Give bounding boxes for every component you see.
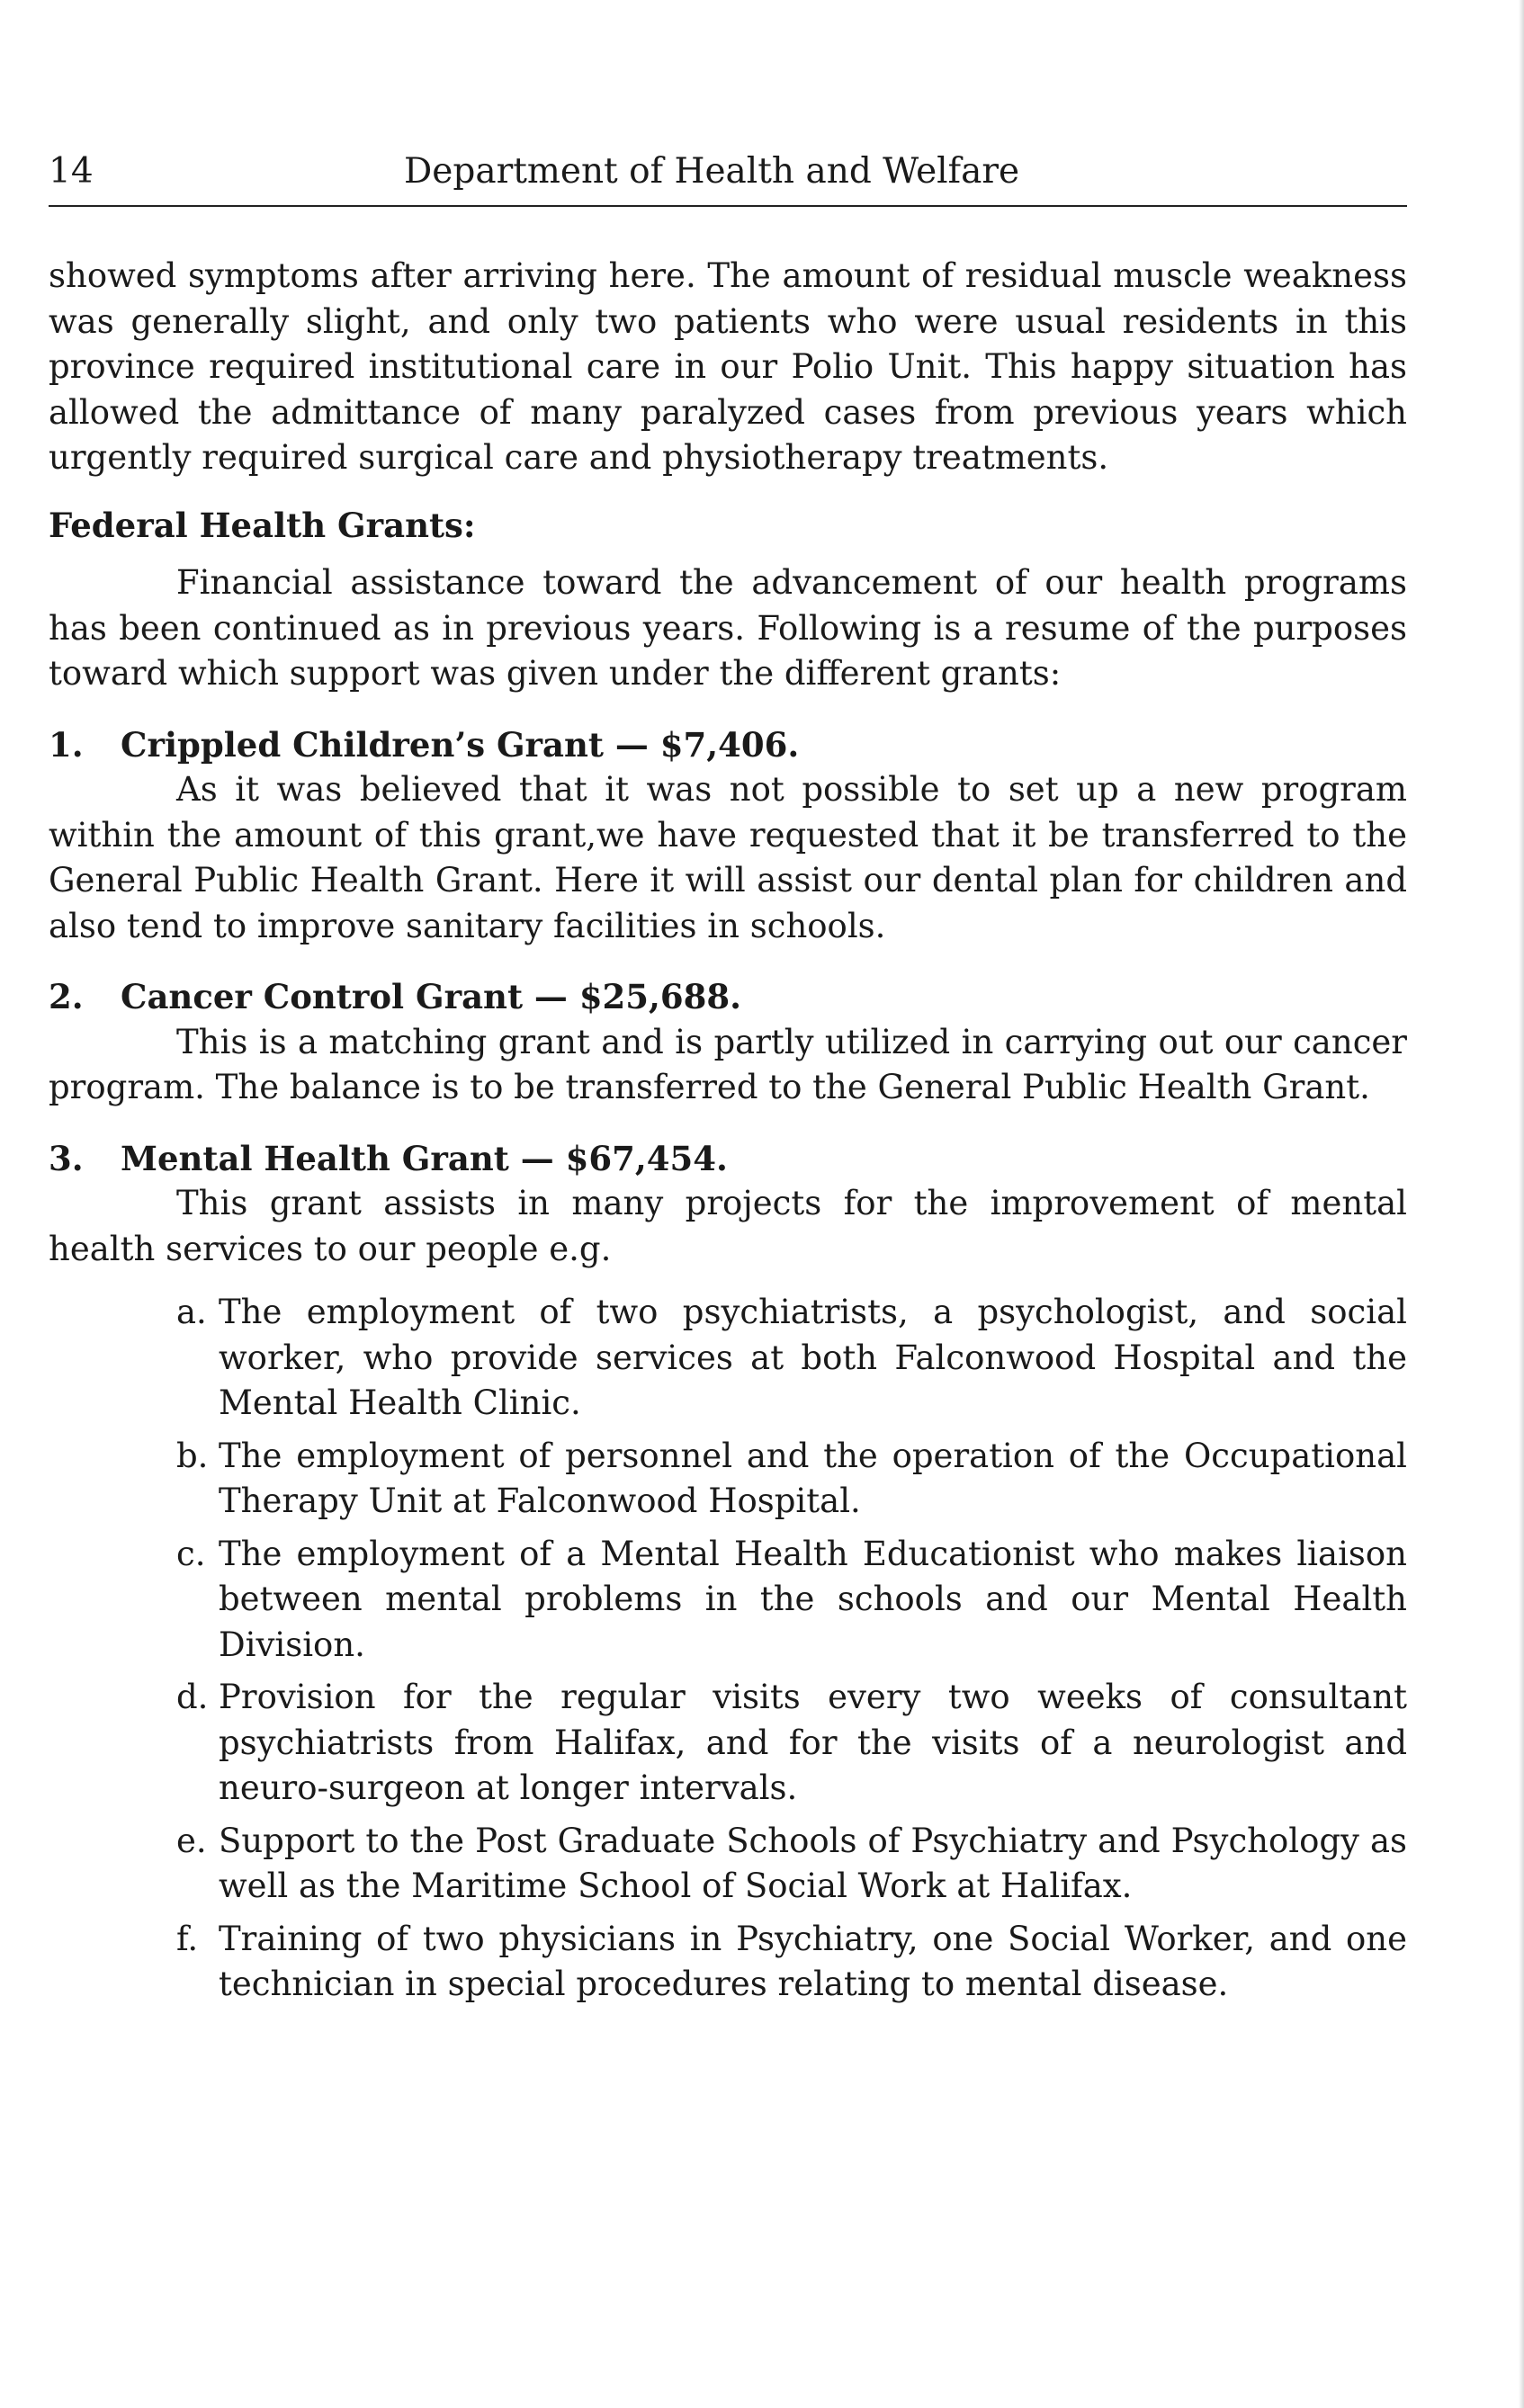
grant-title: Mental Health Grant — $67,454.	[121, 1138, 728, 1178]
intro-paragraph: showed symptoms after arriving here. The amount of residual muscle weakness was generally slight, and only two patients who were usual residents in this province required institutional care in our Polio Unit. This happy situation has allowed the admittance of many paralyzed cases from previous years which urgently required surgical care and physiotherapy treatments.	[49, 256, 1407, 477]
list-item	[176, 1819, 1407, 1910]
list-item-text: Support to the Post Graduate Schools of Psychiatry and Psychology as well as the Maritime School of Social Work at Halifax.	[219, 1821, 1407, 1905]
list-marker: b.	[176, 1436, 209, 1475]
page-edge-shadow	[1519, 0, 1524, 2408]
running-title: Department of Health and Welfare	[404, 151, 1020, 192]
list-item-text: The employment of two psychiatrists, a psychologist, and social worker, who provide services at both Falconwood Hospital and the Mental Health Clinic.	[219, 1293, 1407, 1422]
grant-paragraph-mental-health: This grant assists in many projects for the improvement of mental health services to our people e.g.	[49, 1184, 1407, 1268]
grant-number: 3.	[49, 1138, 84, 1178]
mental-health-list	[49, 1290, 1407, 2008]
grant-number: 2.	[49, 977, 84, 1016]
grant-heading-crippled-children	[49, 722, 1407, 768]
grant-heading-mental-health	[49, 1136, 1407, 1182]
list-item-text: The employment of a Mental Health Educationist who makes liaison between mental problems in the schools and our Mental Health Division.	[219, 1534, 1407, 1664]
list-marker: e.	[176, 1821, 207, 1860]
list-marker: d.	[176, 1678, 209, 1716]
list-item-text: Provision for the regular visits every two weeks of consultant psychiatrists from Halifax, and for the visits of a neurologist and neuro-surgeon at longer intervals.	[219, 1678, 1407, 1807]
section-heading-federal-health-grants: Federal Health Grants:	[49, 505, 476, 545]
grant-title: Crippled Children’s Grant — $7,406.	[121, 724, 800, 765]
grant-paragraph-crippled-children: As it was believed that it was not possible to set up a new program within the amount of this grant,we have requested that it be transferred to the General Public Health Grant. Here it will assist our dental plan for children and also tend to improve sanitary facilities in schools.	[49, 770, 1407, 945]
list-marker: a.	[176, 1293, 207, 1331]
page-number: 14	[49, 151, 94, 192]
list-item	[176, 1917, 1407, 2008]
list-item	[176, 1434, 1407, 1525]
list-item-text: Training of two physicians in Psychiatry, one Social Worker, and one technician in special procedures relating to mental disease.	[219, 1919, 1407, 2003]
header-rule	[49, 205, 1407, 207]
page-header	[49, 151, 1407, 196]
grant-paragraph-cancer-control: This is a matching grant and is partly utilized in carrying out our cancer program. The balance is to be transferred to the General Public Health Grant.	[49, 1022, 1407, 1106]
list-item	[176, 1532, 1407, 1669]
list-marker: f.	[176, 1919, 199, 1958]
grant-number: 1.	[49, 724, 84, 765]
federal-grants-paragraph: Financial assistance toward the advancement of our health programs has been continued as in previous years. Following is a resume of the purposes toward which support was given under the different grants:	[49, 563, 1407, 693]
grant-heading-cancer-control	[49, 974, 1407, 1020]
grant-title: Cancer Control Grant — $25,688.	[121, 977, 742, 1016]
list-marker: c.	[176, 1534, 206, 1573]
body-text	[49, 254, 1407, 2015]
list-item	[176, 1675, 1407, 1812]
list-item-text: The employment of personnel and the operation of the Occupational Therapy Unit at Falconwood Hospital.	[219, 1436, 1407, 1520]
document-page	[49, 0, 1407, 2408]
list-item	[176, 1290, 1407, 1427]
